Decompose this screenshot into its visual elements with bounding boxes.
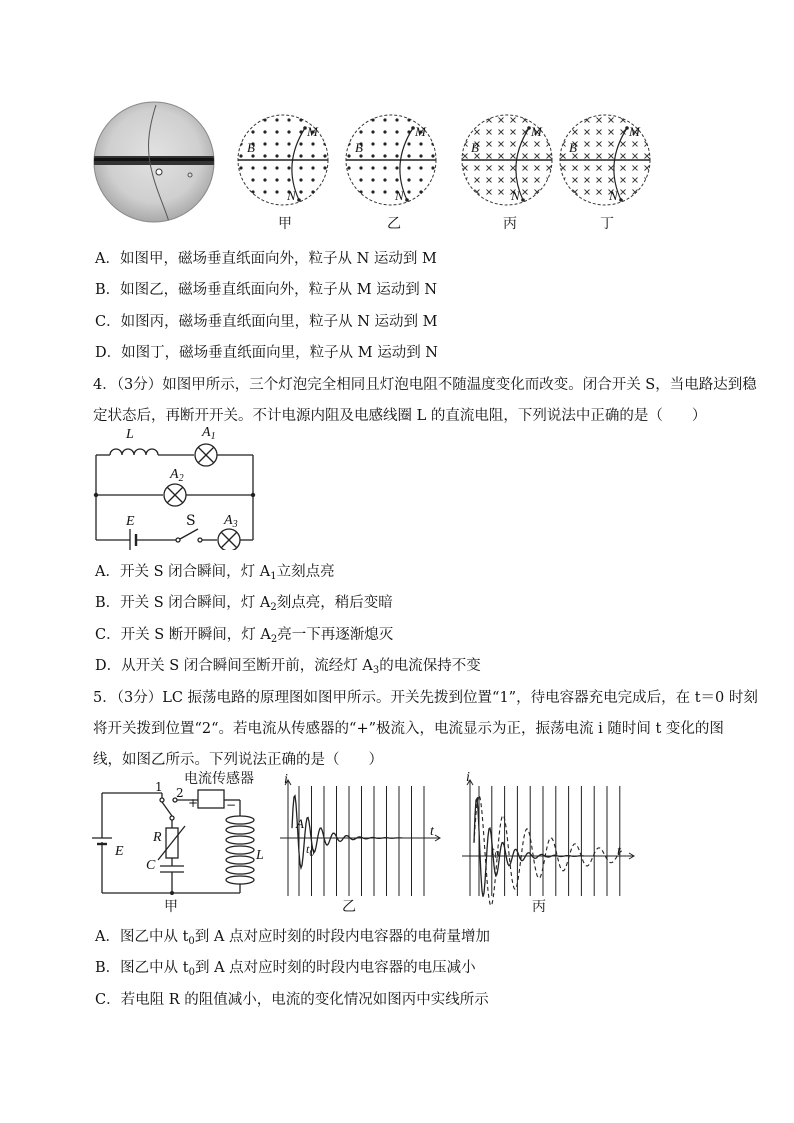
field-cross bbox=[609, 118, 614, 123]
field-dot bbox=[347, 130, 350, 133]
field-dot bbox=[383, 130, 386, 133]
field-cross bbox=[609, 154, 614, 159]
field-cross bbox=[535, 142, 540, 147]
field-cross bbox=[645, 130, 650, 135]
field-cross bbox=[561, 118, 566, 123]
field-dot bbox=[407, 154, 410, 157]
field-dot bbox=[287, 142, 290, 145]
field-cross bbox=[609, 178, 614, 183]
field-cross bbox=[633, 178, 638, 183]
field-cross bbox=[511, 118, 516, 123]
field-cross bbox=[487, 142, 492, 147]
label-m: M bbox=[531, 124, 542, 139]
field-dot bbox=[359, 130, 362, 133]
field-dot bbox=[371, 178, 374, 181]
field-dot bbox=[359, 118, 362, 121]
field-cross bbox=[547, 190, 552, 195]
label-b: B bbox=[355, 140, 363, 155]
field-cross bbox=[621, 142, 626, 147]
field-dot bbox=[263, 190, 266, 193]
label-b: B bbox=[247, 140, 255, 155]
field-dot bbox=[371, 190, 374, 193]
field-dot bbox=[383, 154, 386, 157]
field-cross bbox=[621, 190, 626, 195]
label-n: N bbox=[287, 188, 296, 203]
field-dot bbox=[419, 178, 422, 181]
field-dot bbox=[395, 142, 398, 145]
battery-e-label: E bbox=[115, 844, 124, 859]
field-dot bbox=[323, 142, 326, 145]
field-cross bbox=[645, 154, 650, 159]
field-dot bbox=[239, 190, 242, 193]
field-dot bbox=[431, 130, 434, 133]
field-dot bbox=[251, 130, 254, 133]
field-cross bbox=[561, 190, 566, 195]
field-dot bbox=[287, 130, 290, 133]
field-cross bbox=[597, 178, 602, 183]
position-1-label: 1 bbox=[155, 780, 163, 794]
field-dot bbox=[371, 142, 374, 145]
q5-option-c[interactable]: C．若电阻 R 的阻值减小，电流的变化情况如图丙中实线所示 bbox=[95, 992, 489, 1008]
field-dot bbox=[419, 142, 422, 145]
field-cross bbox=[585, 130, 590, 135]
q4-option-c[interactable]: C．开关 S 断开瞬间，灯 $A_2$亮一下再逐渐熄灭 bbox=[95, 627, 394, 645]
field-cross bbox=[633, 166, 638, 171]
plot-yi bbox=[280, 780, 440, 896]
inductor-l-label: L bbox=[256, 848, 264, 863]
field-dot bbox=[299, 142, 302, 145]
q5-stem-line2: 将开关拨到位置“2“。若电流从传感器的“+”极流入，电流显示为正，振荡电流 i 随时间 t 变化的图 bbox=[93, 721, 724, 737]
field-dot bbox=[383, 166, 386, 169]
field-cross bbox=[585, 190, 590, 195]
field-dot bbox=[287, 154, 290, 157]
field-dot bbox=[407, 166, 410, 169]
q5-stem-line1: 5．（3分）LC 振荡电路的原理图如图甲所示。开关先拨到位置“1”，待电容器充电完成后，在 t＝0 时刻 bbox=[93, 690, 758, 706]
field-dot bbox=[431, 178, 434, 181]
field-dot bbox=[383, 178, 386, 181]
field-cross bbox=[523, 190, 528, 195]
label-bing: 丙 bbox=[503, 216, 517, 232]
field-cross bbox=[523, 166, 528, 171]
field-cross bbox=[499, 178, 504, 183]
field-dot bbox=[431, 154, 434, 157]
field-cross bbox=[475, 130, 480, 135]
field-cross bbox=[547, 166, 552, 171]
label-m: M bbox=[307, 124, 318, 139]
q3-figure-svg bbox=[90, 100, 660, 235]
field-cross bbox=[535, 166, 540, 171]
lamp-a2-label: $A_2$ bbox=[170, 467, 184, 484]
q3-option-d[interactable]: D．如图丁，磁场垂直纸面向里，粒子从 M 运动到 N bbox=[95, 345, 438, 361]
field-dot bbox=[263, 178, 266, 181]
label-ding: 丁 bbox=[600, 216, 614, 232]
field-cross bbox=[535, 118, 540, 123]
field-cross bbox=[511, 142, 516, 147]
field-cross bbox=[463, 142, 468, 147]
q4-option-d[interactable]: D．从开关 S 闭合瞬间至断开前，流经灯 $A_3$的电流保持不变 bbox=[95, 658, 481, 676]
field-cross bbox=[645, 142, 650, 147]
field-dot bbox=[263, 142, 266, 145]
label-b: B bbox=[471, 140, 479, 155]
plot-bing bbox=[462, 780, 634, 906]
q4-option-a[interactable]: A．开关 S 闭合瞬间，灯 $A_1$立刻点亮 bbox=[95, 564, 335, 582]
field-dot bbox=[347, 190, 350, 193]
field-cross bbox=[535, 178, 540, 183]
field-cross bbox=[597, 166, 602, 171]
field-dot bbox=[263, 154, 266, 157]
field-panel bbox=[346, 115, 436, 205]
field-dot bbox=[359, 166, 362, 169]
field-cross bbox=[487, 190, 492, 195]
position-2-label: 2 bbox=[176, 786, 184, 800]
field-dot bbox=[287, 166, 290, 169]
q3-option-b[interactable]: B．如图乙，磁场垂直纸面向外，粒子从 M 运动到 N bbox=[95, 282, 438, 298]
yi-point-a-label: A bbox=[296, 816, 304, 831]
field-dot bbox=[419, 154, 422, 157]
field-cross bbox=[463, 166, 468, 171]
field-cross bbox=[633, 118, 638, 123]
bing-t-axis-label: t bbox=[617, 844, 621, 859]
q5-option-a[interactable]: A．图乙中从 $t_0$到 A 点对应时刻的时段内电容器的电荷量增加 bbox=[95, 929, 490, 947]
field-cross bbox=[511, 130, 516, 135]
field-cross bbox=[523, 178, 528, 183]
field-dot bbox=[299, 178, 302, 181]
field-dot bbox=[251, 190, 254, 193]
field-dot bbox=[311, 118, 314, 121]
field-cross bbox=[573, 118, 578, 123]
label-m: M bbox=[629, 124, 640, 139]
field-dot bbox=[371, 166, 374, 169]
field-cross bbox=[633, 154, 638, 159]
field-dot bbox=[311, 154, 314, 157]
field-dot bbox=[251, 118, 254, 121]
q5-option-b[interactable]: B．图乙中从 $t_0$到 A 点对应时刻的时段内电容器的电压减小 bbox=[95, 960, 476, 978]
field-panel bbox=[462, 115, 552, 205]
cloud-chamber-photo bbox=[90, 102, 220, 225]
field-dot bbox=[407, 142, 410, 145]
field-dot bbox=[419, 118, 422, 121]
field-cross bbox=[499, 166, 504, 171]
field-cross bbox=[609, 130, 614, 135]
field-dot bbox=[347, 166, 350, 169]
inductor-label: L bbox=[126, 427, 134, 442]
field-cross bbox=[523, 154, 528, 159]
field-dot bbox=[275, 166, 278, 169]
field-cross bbox=[475, 166, 480, 171]
inductor-coil bbox=[110, 449, 158, 455]
field-dot bbox=[407, 178, 410, 181]
field-cross bbox=[547, 130, 552, 135]
field-cross bbox=[499, 154, 504, 159]
field-cross bbox=[463, 190, 468, 195]
field-dot bbox=[275, 118, 278, 121]
field-cross bbox=[487, 166, 492, 171]
q4-stem-line1: 4．（3分）如图甲所示，三个灯泡完全相同且灯泡电阻不随温度变化而改变。闭合开关 S，当电路达到稳 bbox=[93, 377, 757, 393]
field-dot bbox=[299, 166, 302, 169]
field-cross bbox=[597, 190, 602, 195]
field-cross bbox=[499, 130, 504, 135]
field-dot bbox=[299, 154, 302, 157]
point-n bbox=[405, 198, 409, 202]
field-cross bbox=[621, 154, 626, 159]
field-dot bbox=[323, 190, 326, 193]
field-dot bbox=[275, 130, 278, 133]
plus-label: + bbox=[188, 796, 199, 810]
field-cross bbox=[597, 154, 602, 159]
field-dot bbox=[371, 130, 374, 133]
field-dot bbox=[239, 166, 242, 169]
field-cross bbox=[645, 118, 650, 123]
q3-figure bbox=[90, 100, 660, 235]
field-cross bbox=[561, 130, 566, 135]
label-n: N bbox=[395, 188, 404, 203]
field-dot bbox=[311, 142, 314, 145]
field-cross bbox=[621, 178, 626, 183]
field-dot bbox=[371, 154, 374, 157]
q4-option-b[interactable]: B．开关 S 闭合瞬间，灯 $A_2$刻点亮，稍后变暗 bbox=[95, 595, 393, 613]
field-cross bbox=[499, 190, 504, 195]
field-panel bbox=[560, 115, 650, 205]
lamp-a3-label: $A_3$ bbox=[224, 513, 238, 530]
field-dot bbox=[347, 154, 350, 157]
field-cross bbox=[499, 118, 504, 123]
field-cross bbox=[475, 118, 480, 123]
lc-inductor-coil bbox=[226, 816, 254, 884]
q5-stem-line3: 线，如图乙所示。下列说法正确的是（ ） bbox=[93, 752, 383, 768]
field-dot bbox=[239, 118, 242, 121]
field-dot bbox=[395, 166, 398, 169]
yi-t-axis-label: t bbox=[430, 824, 434, 839]
field-dot bbox=[395, 118, 398, 121]
field-cross bbox=[645, 166, 650, 171]
field-dot bbox=[299, 190, 302, 193]
field-dot bbox=[239, 142, 242, 145]
field-dot bbox=[395, 130, 398, 133]
label-m: M bbox=[415, 124, 426, 139]
field-dot bbox=[383, 118, 386, 121]
field-cross bbox=[511, 154, 516, 159]
q3-option-c[interactable]: C．如图丙，磁场垂直纸面向里，粒子从 N 运动到 M bbox=[95, 314, 438, 330]
field-dot bbox=[395, 154, 398, 157]
field-dot bbox=[263, 130, 266, 133]
field-cross bbox=[585, 166, 590, 171]
field-cross bbox=[573, 166, 578, 171]
field-dot bbox=[323, 118, 326, 121]
field-cross bbox=[609, 142, 614, 147]
bing-i-axis-label: i bbox=[466, 770, 470, 785]
field-cross bbox=[499, 142, 504, 147]
field-cross bbox=[585, 154, 590, 159]
field-cross bbox=[535, 154, 540, 159]
field-dot bbox=[431, 190, 434, 193]
field-dot bbox=[383, 190, 386, 193]
field-cross bbox=[487, 130, 492, 135]
field-dot bbox=[287, 178, 290, 181]
point-n bbox=[521, 198, 525, 202]
field-cross bbox=[621, 166, 626, 171]
point-n bbox=[619, 198, 623, 202]
battery-label: E bbox=[126, 514, 135, 529]
q5-figure bbox=[90, 768, 650, 918]
field-cross bbox=[547, 118, 552, 123]
label-jia: 甲 bbox=[278, 216, 292, 232]
yi-i-axis-label: i bbox=[284, 772, 288, 787]
field-dot bbox=[251, 178, 254, 181]
field-cross bbox=[547, 154, 552, 159]
label-b: B bbox=[569, 140, 577, 155]
field-cross bbox=[597, 142, 602, 147]
field-dot bbox=[311, 166, 314, 169]
field-dot bbox=[275, 154, 278, 157]
minus-label: − bbox=[226, 798, 237, 812]
field-dot bbox=[395, 178, 398, 181]
point-n bbox=[297, 198, 301, 202]
field-cross bbox=[609, 166, 614, 171]
label-n: N bbox=[609, 188, 618, 203]
field-cross bbox=[645, 190, 650, 195]
field-dot bbox=[431, 166, 434, 169]
field-cross bbox=[475, 178, 480, 183]
field-dot bbox=[251, 166, 254, 169]
field-cross bbox=[561, 166, 566, 171]
resistor-r-label: R bbox=[153, 830, 162, 845]
field-dot bbox=[287, 118, 290, 121]
field-dot bbox=[347, 118, 350, 121]
field-dot bbox=[323, 154, 326, 157]
field-dot bbox=[407, 190, 410, 193]
field-dot bbox=[239, 154, 242, 157]
field-cross bbox=[561, 154, 566, 159]
switch-label: S bbox=[186, 513, 196, 529]
fig-bing-label: 丙 bbox=[532, 899, 546, 915]
q4-stem-line2: 定状态后，再断开开关。不计电源内阻及电感线圈 L 的直流电阻，下列说法中正确的是（ ） bbox=[93, 408, 707, 424]
field-panel bbox=[238, 115, 328, 205]
q3-option-a[interactable]: A．如图甲，磁场垂直纸面向外，粒子从 N 运动到 M bbox=[95, 251, 437, 267]
fig-yi-label: 乙 bbox=[342, 899, 356, 915]
field-dot bbox=[263, 166, 266, 169]
field-cross bbox=[463, 130, 468, 135]
label-n: N bbox=[511, 188, 520, 203]
q4-circuit-svg bbox=[90, 425, 265, 550]
field-dot bbox=[275, 178, 278, 181]
field-dot bbox=[275, 190, 278, 193]
field-cross bbox=[463, 154, 468, 159]
field-dot bbox=[419, 166, 422, 169]
field-dot bbox=[311, 178, 314, 181]
field-cross bbox=[487, 154, 492, 159]
field-cross bbox=[633, 142, 638, 147]
field-dot bbox=[323, 130, 326, 133]
field-cross bbox=[463, 118, 468, 123]
field-dot bbox=[359, 190, 362, 193]
field-cross bbox=[523, 142, 528, 147]
field-cross bbox=[561, 142, 566, 147]
bing-t0-label: $t_0$ bbox=[491, 844, 500, 861]
field-cross bbox=[573, 130, 578, 135]
field-cross bbox=[487, 178, 492, 183]
field-cross bbox=[585, 142, 590, 147]
field-dot bbox=[383, 142, 386, 145]
label-yi: 乙 bbox=[387, 216, 401, 232]
field-dot bbox=[239, 130, 242, 133]
field-dot bbox=[347, 142, 350, 145]
field-cross bbox=[547, 142, 552, 147]
field-cross bbox=[511, 178, 516, 183]
q4-circuit-figure bbox=[90, 425, 265, 550]
lamp-a1-label: $A_1$ bbox=[202, 425, 216, 442]
field-cross bbox=[585, 178, 590, 183]
field-dot bbox=[275, 142, 278, 145]
field-cross bbox=[597, 118, 602, 123]
field-cross bbox=[597, 130, 602, 135]
field-cross bbox=[573, 178, 578, 183]
field-cross bbox=[511, 166, 516, 171]
capacitor-c-label: C bbox=[146, 858, 156, 873]
field-dot bbox=[323, 166, 326, 169]
field-dot bbox=[323, 178, 326, 181]
field-dot bbox=[431, 142, 434, 145]
field-dot bbox=[359, 178, 362, 181]
sensor-label: 电流传感器 bbox=[184, 771, 254, 787]
field-dot bbox=[431, 118, 434, 121]
fig-jia-label: 甲 bbox=[164, 899, 178, 915]
yi-t0-label: $t_0$ bbox=[306, 842, 315, 859]
